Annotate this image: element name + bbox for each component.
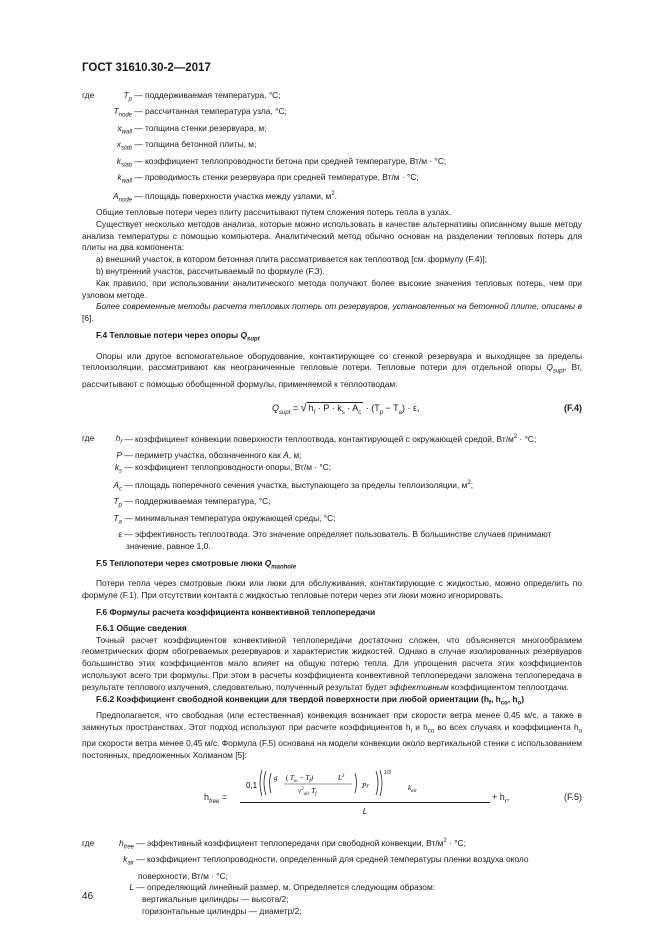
formula-f4-expression: $Q_{supt}$ = √ $h_f \cdot P \cdot k_s \cdot A_c \cdot (T_p - T_a) \cdot \varepsilon$, [272, 401, 420, 416]
section-heading-f6: F.6 Формулы расчета коэффициента конвективной теплопередачи [96, 606, 376, 617]
formula-f5-fraction [240, 766, 490, 824]
definition-text: — поддерживаемая температура, °С; [132, 90, 281, 100]
definition-symbol: $k_{air}$ [123, 854, 134, 867]
definition-text: — определяющий линейный размер, м. Определяется следующим образом: [134, 882, 436, 893]
page-content [82, 90, 582, 918]
paragraph: Предполагается, что свободная (или естественная) конвекция возникает при скорости ветра менее 0,45 м/с, а также в замкнутых пространствах. Этот подход используют при расчете коэффициентов $h_i$ и $h_{co}$ во всех случаях и коэффициента $h_o$ при скорости ветра менее 0,45 м/с. Формула (F.5) основана на модели конвекции около вертикальной стенки с использованием постоянных, предложенных Холманом [5]: [82, 710, 583, 761]
svg-text:L3: $L^3$ [338, 773, 345, 782]
where-list-3 [82, 836, 582, 894]
definition-extra: вертикальные цилиндры — высота/2; [142, 894, 289, 905]
fraction-bar [240, 802, 490, 803]
definition-lead: где [82, 837, 95, 848]
definition-item: где $h_{free}$ — эффективный коэффициент теплопередачи при свободной конвекции, $Вт/м^2 \cdot ^\circ С$; [82, 836, 582, 854]
definition-symbol: $T_a$ [113, 512, 122, 526]
formula-f5-denominator: L [362, 806, 368, 816]
definition-text: — поддерживаемая температура, °С; [122, 496, 271, 507]
formula-f5-lhs: $h_{free}$ = [204, 791, 228, 805]
definition-symbol: $x_{slab}$ [116, 139, 132, 153]
definition-item [82, 139, 582, 155]
definition-symbol: $h_{free}$ [118, 837, 134, 851]
where-list-2 [82, 432, 582, 553]
definition-symbol: $A_c$ [113, 479, 122, 493]
definition-symbol: P [116, 449, 122, 460]
definition-text: — толщина бетонной плиты, м; [132, 139, 257, 150]
definition-symbol: L [129, 882, 134, 893]
svg-text:ν2air Tf: $\nu^2_{air}$ $T_f$ [298, 786, 317, 797]
definition-item [82, 513, 582, 529]
definition-symbol: $A_{node}$ [113, 190, 132, 204]
definition-item [82, 854, 582, 882]
definition-symbol: $h_f$ [115, 433, 122, 447]
definition-lead: где [82, 90, 95, 100]
svg-text:1/3: 1/3 [384, 769, 391, 776]
section-heading-f62: F.6.2 Коэффициент свободной конвекции для твердой поверхности при любой ориентации ($h_f$, $h_{co}$, $h_o$) [96, 693, 524, 707]
formula-f5 [82, 766, 582, 832]
definition-item [82, 496, 582, 512]
definition-item: где $h_f$ — коэффициент конвекции поверхности теплоотвода, контактирующей с окружающей средой, $Вт/м^2 \cdot ^\circ С$; [82, 432, 582, 450]
definition-text: — коэффициент теплопроводности опоры, Вт/м · °С; [122, 461, 332, 472]
definition-item [82, 462, 582, 478]
formula-f5-numerator [240, 766, 490, 800]
definition-lead: где [82, 433, 95, 444]
formula-f5-rhs: + $h_r$, [492, 791, 510, 805]
paragraph-italic: Более современные методы расчета тепловых потерь от резервуаров, установленных на бетонной плите, описаны в [6]. [82, 301, 582, 324]
definition-item: $A_{node}$ — площадь поверхности участка между узлами, $м^2$. [82, 189, 582, 207]
svg-text:g: g [274, 773, 278, 782]
svg-text:(: ( [286, 773, 289, 782]
document-header: ГОСТ 31610.30-2—2017 [82, 62, 211, 74]
definition-item [82, 172, 582, 188]
definition-item: P — периметр участка, обозначенного как A, м; [82, 450, 582, 462]
definition-item [82, 156, 582, 172]
definition-extra: горизонтальные цилиндры — диаметр/2; [142, 906, 302, 916]
svg-text:kair: $k_{air}$ [408, 783, 417, 794]
definition-symbol: $k_{slab}$ [116, 155, 132, 169]
formula-f4 [82, 397, 582, 427]
definition-text: — периметр участка, обозначенного как [122, 449, 284, 460]
definition-text: — коэффициент конвекции поверхности теплоотвода, контактирующей с окружающей средой, Вт/м [122, 433, 514, 444]
definition-item [82, 123, 582, 139]
definition-symbol: $x_{wall}$ [117, 122, 132, 136]
definition-text: — рассчитанная температура узла, °С; [132, 106, 287, 117]
paragraph: Точный расчет коэффициентов конвективной теплопередачи достаточно сложен, что объясняется многообразием геометрических форм обогреваемых резервуаров и характеристик жидкостей. Однако в случае изолированных резервуаров большинство этих коэффициентов мало влияет на общую потерю тепла. Для упрощения расчета этих коэффициентов используют всего три формулы. При этом в расчеты коэффициента конвективной теплопередачи заложена теплопередача в результате теплового излучения, следовательно, полученный результат будет эффективным коэффициентом теплоотдачи. [82, 634, 582, 692]
list-item-b: b) внутренний участок, рассчитываемый по формуле (F.3). [96, 266, 325, 277]
definition-text: — площадь поверхности участка между узлами, м [132, 190, 332, 201]
formula-f4-number: (F.4) [564, 402, 582, 413]
definition-text: — минимальная температура окружающей среды, °С; [122, 512, 336, 523]
definition-text: — толщина стенки резервуара, м; [132, 122, 267, 133]
list-item-a: а) внешний участок, в котором бетонная плита рассматривается как теплоотвод [см. формулу (F.4)]; [96, 254, 488, 265]
paragraph: Общие тепловые потери через плиту рассчитывают путем сложения потерь тепла в узлах. [96, 207, 452, 218]
definition-text: — эффективность теплоотвода. Это значение определяет пользователь. В большинстве случаев принимают значение, равное 1,0. [122, 529, 552, 552]
svg-text:Tw − Tf): $T_w - T_f$) [290, 773, 314, 784]
paragraph: Как правило, при использовании аналитического метода получают более высокие значения тепловых потерь, чем при узловом методе. [82, 277, 582, 300]
definition-symbol: $T_p$ [113, 496, 122, 510]
definition-symbol: $T_p$ [123, 90, 132, 103]
definition-text: — площадь поперечного сечения участка, выступающего за пределы теплоизоляции, м [122, 479, 468, 490]
svg-text:Pr: Pr [362, 781, 369, 790]
definition-item [82, 106, 582, 122]
definition-text: — проводимость стенки резервуара при средней температуре, Вт/м · °С; [132, 172, 419, 183]
definition-text: — коэффициент теплопроводности, определенный для средней температуры пленки воздуха около поверхности, Вт/м · °С; [134, 854, 529, 881]
definition-symbol: $T_{node}$ [113, 106, 132, 120]
paragraph: Опоры или другое вспомогательное оборудование, контактирующее со стенкой резервуара и выходящее за пределы теплоизоляции, рассматривают как неограниченные тепловые потери. Тепловые потери для отдельной опоры $Q_{supt}$, Вт, рассчитывают с помощью обобщенной формулы, применяемой к теплоотводам: [82, 350, 583, 389]
formula-f5-number: (F.5) [564, 791, 582, 802]
definition-item [82, 90, 582, 106]
paragraph: Потери тепла через смотровые люки или люки для обслуживания, контактирующие с жидкостью, можно определить по формуле (F.1). При отсутствии контакта с жидкостью тепловые потери через эти люки можно игнорировать. [82, 578, 582, 601]
definition-item: $A_c$ — площадь поперечного сечения участка, выступающего за пределы теплоизоляции, $м^2$; [82, 478, 582, 496]
where-list-1 [82, 90, 582, 207]
coef-text: 0,1 [246, 780, 258, 790]
definition-symbol: ε [118, 529, 122, 540]
definition-text: — коэффициент теплопроводности бетона при средней температуре, Вт/м · °С; [132, 155, 447, 166]
definition-text: — эффективный коэффициент теплопередачи при свободной конвекции, Вт/м [134, 837, 444, 848]
definition-symbol: $k_{wall}$ [117, 172, 132, 186]
paragraph: Существует несколько методов анализа, которые можно использовать в качестве альтернативы описанному выше методу анализа температуры с помощью компьютера. Аналитический метод обычно основан на разделении тепловых потерь для плиты на два компонента: [82, 218, 582, 253]
section-heading-f61: F.6.1 Общие сведения [96, 622, 187, 633]
definition-item [82, 882, 582, 894]
definition-symbol: $k_s$ [114, 461, 122, 475]
section-heading-f5: F.5 Теплопотери через смотровые люки $Q_{manhole}$ [96, 557, 296, 571]
definition-item [82, 529, 582, 553]
section-heading-f4: F.4 Тепловые потери через опоры $Q_{supt}$ [96, 330, 260, 343]
page-number: 46 [82, 891, 94, 902]
